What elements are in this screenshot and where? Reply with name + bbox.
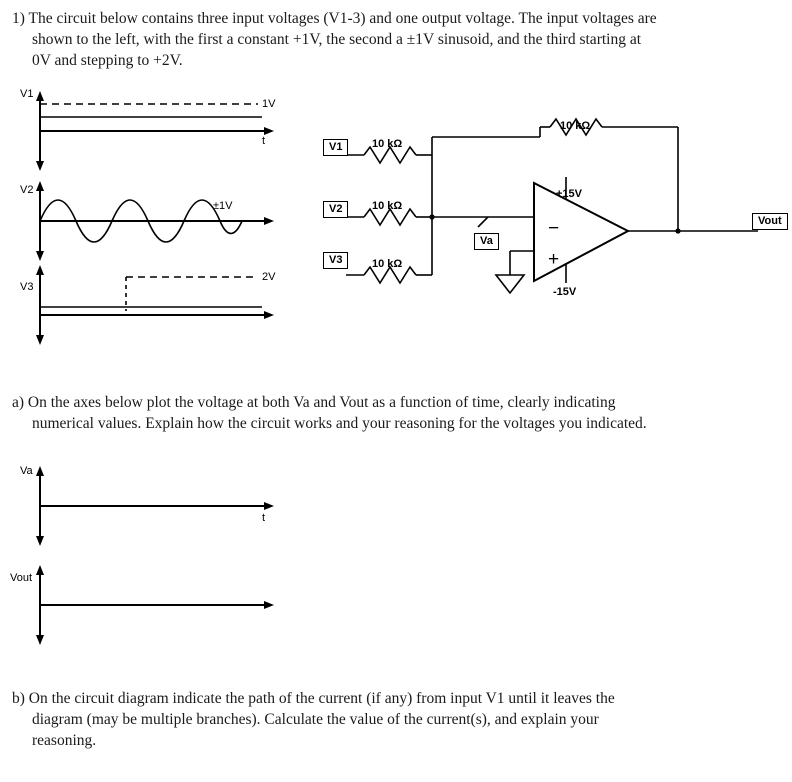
answer-plot-axes bbox=[18, 460, 318, 660]
resistor-v2-value: 10 kΩ bbox=[372, 200, 403, 212]
plot-v1-value-label: 1V bbox=[262, 98, 276, 110]
plot-v1-time-label: t bbox=[262, 135, 266, 147]
question-a-text bbox=[12, 392, 778, 434]
question-b-line-1: b) On the circuit diagram indicate the path of the current (if any) from input V1 until it leaves the bbox=[12, 690, 615, 707]
opamp-noninverting-input-sign: + bbox=[548, 249, 560, 270]
feedback-resistor-value: 10 kΩ bbox=[560, 120, 591, 132]
node-va-label: Va bbox=[474, 233, 499, 250]
supply-positive-label: +15V bbox=[556, 188, 582, 200]
plot-v1-axis-label: V1 bbox=[20, 88, 34, 100]
question-a-line-2: numerical values. Explain how the circuit works and your reasoning for the voltages you indicated. bbox=[32, 415, 647, 432]
question-a-line-1: a) On the axes below plot the voltage at both Va and Vout as a function of time, clearly indicating bbox=[12, 394, 616, 411]
question-b-text bbox=[12, 688, 778, 751]
question-1-line-2: shown to the left, with the first a constant +1V, the second a ±1V sinusoid, and the third starting at bbox=[32, 31, 642, 48]
opamp-inverting-input-sign: − bbox=[548, 218, 560, 239]
source-v3-label: V3 bbox=[323, 252, 348, 269]
output-vout-label: Vout bbox=[752, 213, 788, 230]
supply-negative-label: -15V bbox=[553, 286, 577, 298]
answer-plot-vout-axis-label: Vout bbox=[10, 572, 33, 584]
resistor-v3-value: 10 kΩ bbox=[372, 258, 403, 270]
source-v1-label: V1 bbox=[323, 139, 348, 156]
question-1-text bbox=[12, 8, 778, 71]
question-b-line-2: diagram (may be multiple branches). Calculate the value of the current(s), and explain your bbox=[32, 711, 599, 728]
question-1-line-1: 1) The circuit below contains three input voltages (V1-3) and one output voltage. The input voltages are bbox=[12, 10, 657, 27]
input-waveform-axes bbox=[18, 85, 318, 375]
resistor-v1-value: 10 kΩ bbox=[372, 138, 403, 150]
plot-v3-value-label: 2V bbox=[262, 271, 276, 283]
answer-plot-va-axis-label: Va bbox=[20, 465, 33, 477]
plot-v2-value-label: ±1V bbox=[213, 200, 233, 212]
plot-v3-axis-label: V3 bbox=[20, 281, 34, 293]
question-b-line-3: reasoning. bbox=[32, 732, 97, 749]
source-v2-label: V2 bbox=[323, 201, 348, 218]
question-1-line-3: 0V and stepping to +2V. bbox=[32, 52, 183, 69]
plot-v2-axis-label: V2 bbox=[20, 184, 34, 196]
answer-plot-va-time-label: t bbox=[262, 512, 266, 524]
